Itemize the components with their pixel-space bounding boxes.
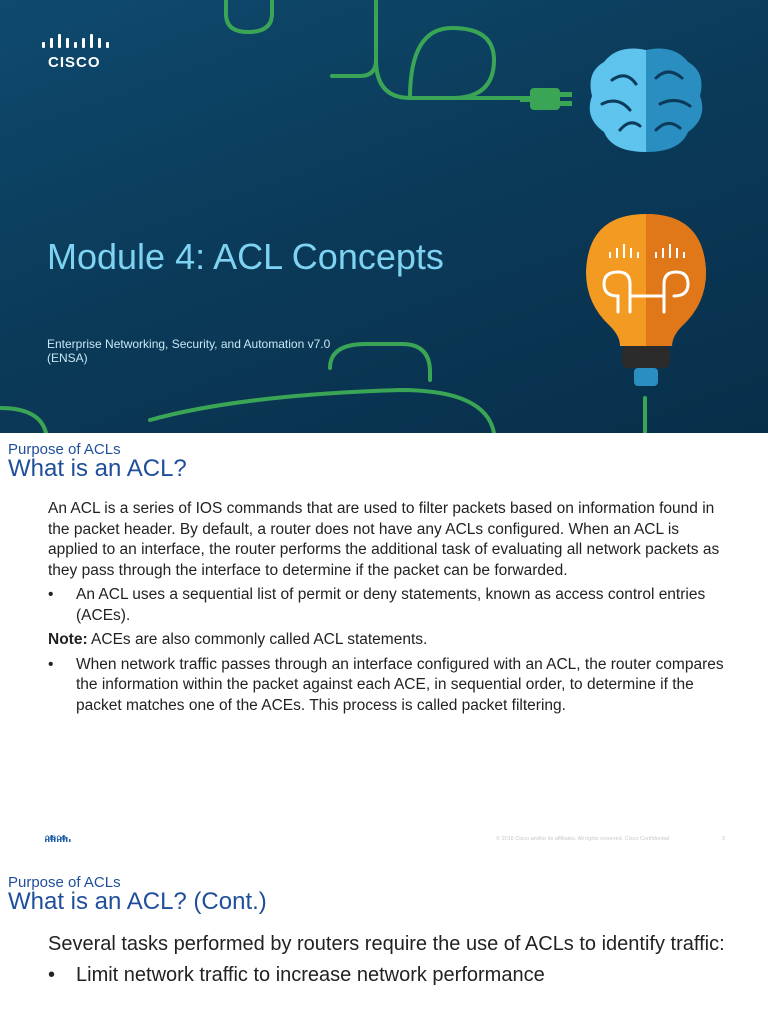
intro-paragraph: An ACL is a series of IOS commands that are used to filter packets based on information found in the packet header. By default, a router does not have any ACLs configured. When an ACL is applied to an interface, the router performs the additional task of evaluating all network packets as they pass through the interface to determine if the packet can be forwarded. (48, 500, 720, 579)
brain-icon (590, 49, 703, 153)
bullet-item (48, 964, 728, 987)
note (48, 630, 728, 651)
section-label: Purpose of ACLs (8, 874, 121, 891)
bullet-marker: • (48, 964, 56, 986)
lightbulb-icon (586, 214, 706, 386)
footer-cisco-wordmark: CISCO (45, 836, 67, 842)
course-subtitle-line1: Enterprise Networking, Security, and Automation v7.0 (47, 337, 331, 351)
slide-heading: What is an ACL? (Cont.) (8, 888, 267, 915)
title-slide (0, 0, 768, 433)
module-title: Module 4: ACL Concepts (47, 236, 444, 277)
bullet-text: An ACL uses a sequential list of permit or deny statements, known as access control entries (ACEs). (76, 586, 706, 624)
plug-icon (520, 88, 572, 110)
section-label: Purpose of ACLs (8, 441, 121, 458)
bullet-marker: • (48, 586, 54, 603)
note-text: ACEs are also commonly called ACL statements. (87, 631, 428, 648)
circuit-decoration (0, 0, 768, 433)
note-label: Note: (48, 631, 88, 648)
bullet-marker: • (48, 655, 54, 673)
slide-heading: What is an ACL? (8, 455, 187, 482)
slide-body (48, 933, 728, 991)
course-subtitle (47, 337, 367, 365)
footer-cisco-logo (44, 829, 74, 845)
bullet-text: Limit network traffic to increase network performance (76, 964, 545, 986)
cisco-bars-icon (40, 32, 112, 52)
page-number: 3 (722, 836, 726, 842)
copyright-notice: © 2016 Cisco and/or its affiliates. All rights reserved. Cisco Confidential (496, 836, 670, 842)
slide-body (48, 499, 728, 720)
course-subtitle-line2: (ENSA) (47, 351, 88, 365)
bullet-item (48, 655, 728, 717)
slide-what-is-acl-cont (0, 855, 768, 1024)
slide-what-is-acl (0, 433, 768, 855)
intro-paragraph: Several tasks performed by routers require the use of ACLs to identify traffic: (48, 933, 725, 955)
bullet-text: When network traffic passes through an interface configured with an ACL, the router compares the information within the packet against each ACE, in sequential order, to determine if the packet matches one of the ACEs. This process is called packet filtering. (76, 655, 724, 714)
cisco-wordmark: CISCO (48, 54, 101, 71)
bullet-item (48, 585, 728, 626)
cisco-logo (40, 32, 112, 72)
